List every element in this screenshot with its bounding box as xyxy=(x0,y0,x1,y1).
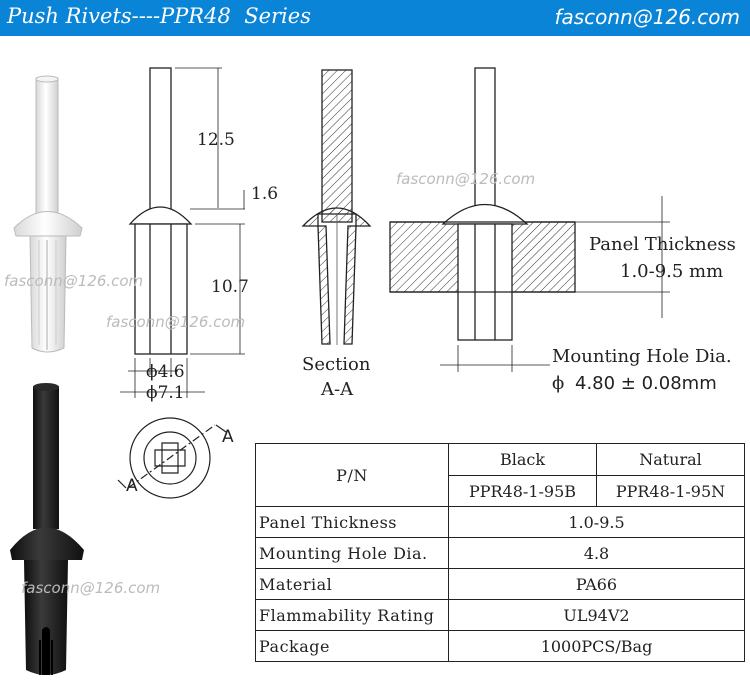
cut-label-top: A xyxy=(222,427,234,447)
shank-diameter-dimension: ϕ4.6 xyxy=(146,362,185,382)
section-view-drawing xyxy=(303,70,370,345)
head-diameter-dimension: ϕ7.1 xyxy=(146,383,185,403)
contact-email: fasconn@126.com xyxy=(554,5,740,29)
mounting-hole-value: 4.80 ± 0.08mm xyxy=(575,373,717,394)
page-title: Push Rivets----PPR48 Series xyxy=(7,4,311,28)
row-label: Flammability Rating xyxy=(256,600,449,631)
pin-length-dimension: 12.5 xyxy=(197,130,235,150)
natural-rivet-image xyxy=(14,76,82,352)
table-row xyxy=(256,600,745,631)
installed-view-drawing xyxy=(390,68,670,372)
table-row xyxy=(256,507,745,538)
column-header-natural: Natural xyxy=(597,444,745,476)
part-number-natural: PPR48-1-95N xyxy=(597,476,745,507)
row-value: 1000PCS/Bag xyxy=(449,631,745,662)
section-label: Section xyxy=(302,354,371,375)
column-header-black: Black xyxy=(449,444,597,476)
part-number-black: PPR48-1-95B xyxy=(449,476,597,507)
title-bar xyxy=(0,0,750,36)
row-value: 1.0-9.5 xyxy=(449,507,745,538)
mounting-hole-label: Mounting Hole Dia. xyxy=(552,346,732,367)
table-row xyxy=(256,569,745,600)
row-value: 4.8 xyxy=(449,538,745,569)
head-height-dimension: 1.6 xyxy=(251,184,279,204)
watermark-text: fasconn@126.com xyxy=(4,272,144,290)
pn-header: P/N xyxy=(256,444,449,507)
black-rivet-image xyxy=(10,383,84,675)
row-label: Package xyxy=(256,631,449,662)
panel-thickness-value: 1.0-9.5 mm xyxy=(620,261,724,282)
row-label: Panel Thickness xyxy=(256,507,449,538)
row-label: Material xyxy=(256,569,449,600)
row-label: Mounting Hole Dia. xyxy=(256,538,449,569)
side-view-drawing xyxy=(120,68,245,398)
row-value: UL94V2 xyxy=(449,600,745,631)
watermark-text: fasconn@126.com xyxy=(106,313,246,331)
panel-thickness-label: Panel Thickness xyxy=(589,234,736,255)
watermark-text: fasconn@126.com xyxy=(396,170,536,188)
table-row xyxy=(256,538,745,569)
cut-label-bottom: A xyxy=(126,476,138,496)
watermark-text: fasconn@126.com xyxy=(21,579,161,597)
mounting-hole-symbol: ϕ xyxy=(552,373,565,394)
spec-table xyxy=(255,443,745,662)
row-value: PA66 xyxy=(449,569,745,600)
table-row xyxy=(256,631,745,662)
section-id-label: A-A xyxy=(321,379,354,400)
body-length-dimension: 10.7 xyxy=(211,277,249,297)
